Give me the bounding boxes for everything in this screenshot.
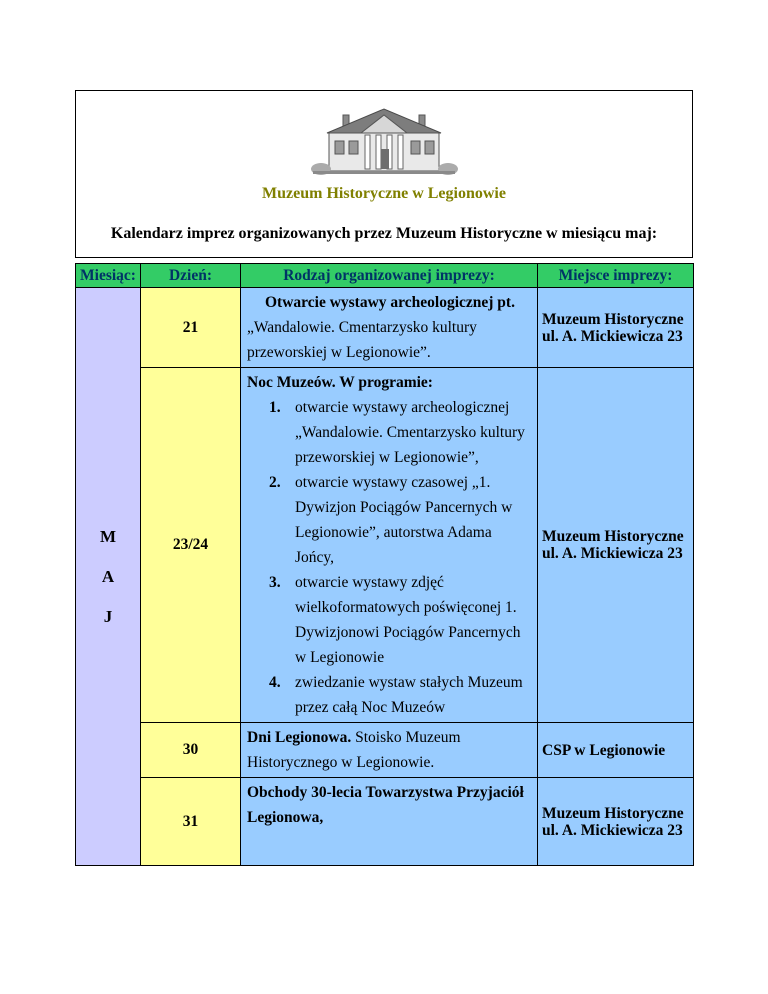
event-text — [247, 725, 531, 775]
place-cell — [538, 288, 694, 368]
month-cell — [76, 288, 141, 866]
event-description: „Wandalowie. Cmentarzysko kultury przeworskiej w Legionowie”. — [247, 319, 477, 361]
list-item-number: 3. — [269, 574, 281, 591]
list-item — [269, 470, 531, 570]
place-line: ul. A. Mickiewicza 23 — [542, 821, 683, 839]
day-cell: 30 — [141, 723, 241, 778]
event-text — [247, 780, 531, 830]
place-cell — [538, 778, 694, 866]
col-header-day: Dzień: — [141, 264, 241, 288]
place-line: Muzeum Historyczne — [542, 310, 684, 328]
place-line: Muzeum Historyczne — [542, 804, 684, 822]
month-letter: J — [103, 606, 113, 626]
document-page — [75, 90, 693, 866]
place-cell — [538, 368, 694, 723]
place-line: ul. A. Mickiewicza 23 — [542, 545, 683, 562]
list-item-number: 4. — [269, 674, 281, 691]
day-cell: 21 — [141, 288, 241, 368]
event-description: Stoisko Muzeum Historycznego w Legionowie. — [247, 729, 461, 771]
event-program-list — [269, 395, 531, 720]
col-header-month: Miesiąc: — [76, 264, 141, 288]
list-item-text: otwarcie wystawy zdjęć wielkoformatowych poświęconej 1. Dywizjonowi Pociągów Pancernych w Legionowie — [295, 574, 521, 666]
table-header-row — [76, 264, 694, 288]
museum-building-image — [309, 103, 459, 177]
table-row — [76, 368, 694, 723]
list-item — [269, 570, 531, 670]
event-title-bold: Otwarcie wystawy archeologicznej pt. — [265, 294, 515, 311]
place-line: Muzeum Historyczne — [542, 528, 684, 545]
place-cell — [538, 723, 694, 778]
table-row — [76, 723, 694, 778]
month-letter: M — [99, 526, 117, 546]
event-cell — [241, 288, 538, 368]
list-item-number: 2. — [269, 474, 281, 491]
place-line: CSP w Legionowie — [542, 741, 666, 759]
place-line: ul. A. Mickiewicza 23 — [542, 327, 683, 345]
museum-title: Muzeum Historyczne w Legionowie — [262, 185, 506, 202]
list-item — [269, 670, 531, 720]
list-item-text: otwarcie wystawy archeologicznej „Wandalowie. Cmentarzysko kultury przeworskiej w Legionowie”, — [295, 399, 525, 466]
day-cell: 23/24 — [141, 368, 241, 723]
event-title-bold: Obchody 30-lecia Towarzystwa Przyjaciół Legionowa, — [247, 784, 524, 826]
list-item-number: 1. — [269, 399, 281, 416]
list-item-text: otwarcie wystawy czasowej „1. Dywizjon Pociągów Pancernych w Legionowie”, autorstwa Adama Jońcy, — [295, 474, 513, 566]
event-title-bold: Dni Legionowa. — [247, 729, 352, 746]
col-header-event-type: Rodzaj organizowanej imprezy: — [241, 264, 538, 288]
event-text — [247, 370, 531, 395]
table-row — [76, 778, 694, 866]
header-box — [75, 90, 693, 258]
table-row — [76, 288, 694, 368]
calendar-subtitle: Kalendarz imprez organizowanych przez Muzeum Historyczne w miesiącu maj: — [110, 225, 658, 242]
event-cell — [241, 778, 538, 866]
list-item — [269, 395, 531, 470]
list-item-text: zwiedzanie wystaw stałych Muzeum przez całą Noc Muzeów — [295, 674, 523, 716]
event-text — [247, 290, 531, 365]
events-table — [75, 263, 694, 866]
museum-building-icon — [309, 103, 459, 177]
month-letter: A — [101, 566, 115, 586]
event-cell — [241, 368, 538, 723]
day-cell: 31 — [141, 778, 241, 866]
event-cell — [241, 723, 538, 778]
event-title-bold: Noc Muzeów. W programie: — [247, 374, 433, 391]
col-header-place: Miejsce imprezy: — [538, 264, 694, 288]
